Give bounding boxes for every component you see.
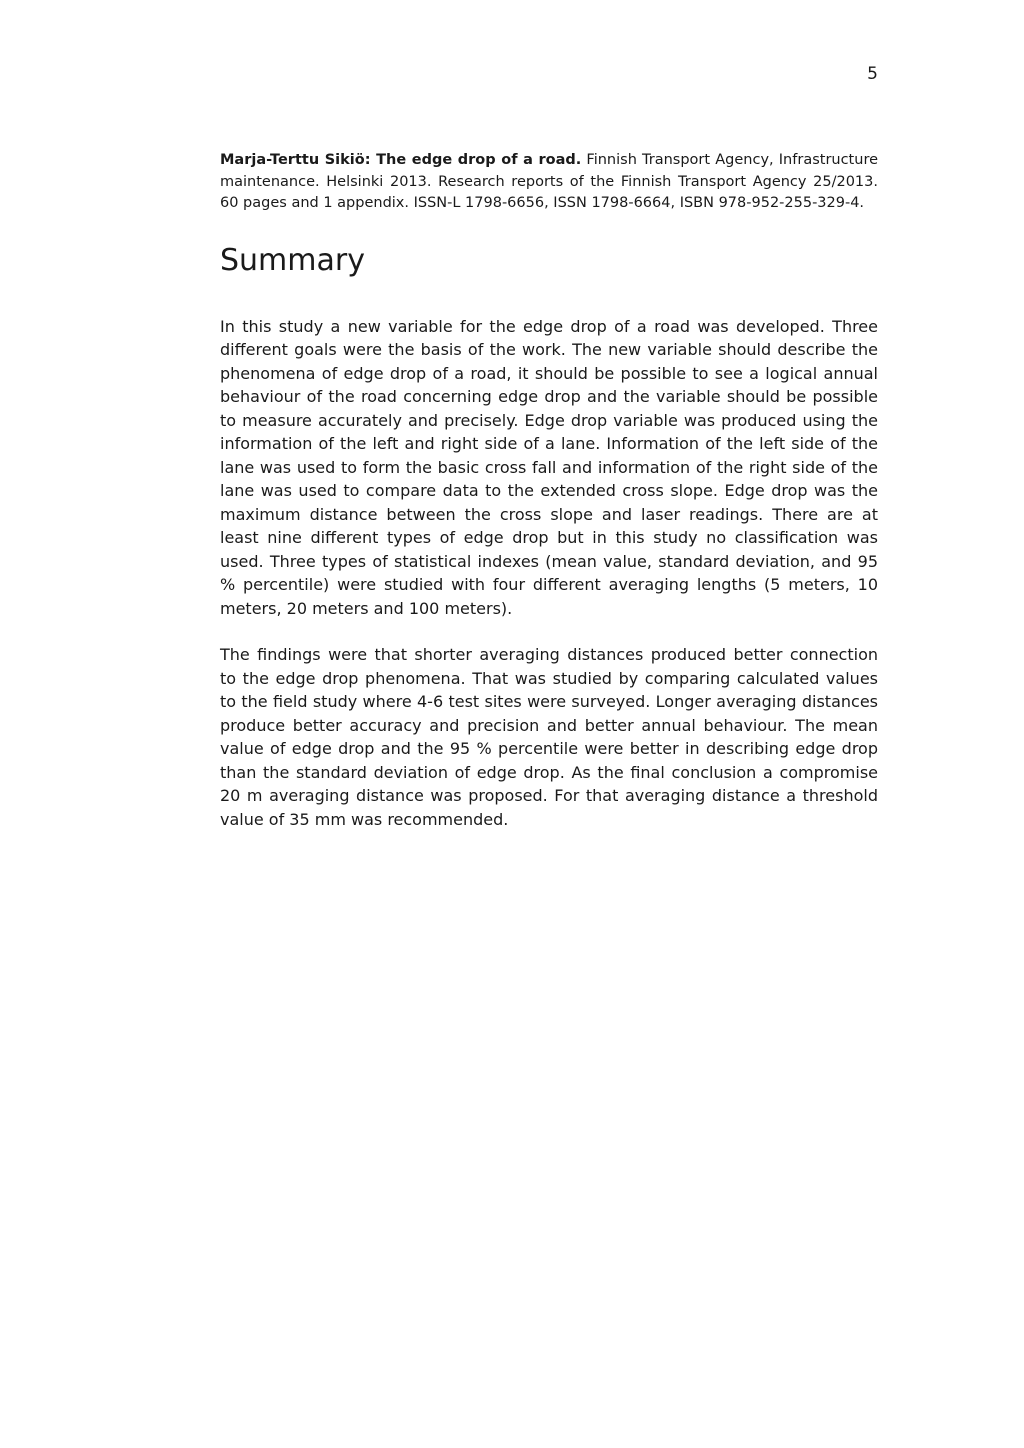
- summary-heading: Summary: [220, 242, 365, 278]
- summary-paragraph-1: In this study a new variable for the edge drop of a road was developed. Three different goals were the basis of the work. The new variable should describe the phenomena of edge drop of a road, it should be possible to see a logical annual behaviour of the road concerning edge drop and the variable should be possible to measure accurately and precisely. Edge drop variable was produced using the information of the left and right side of a lane. Information of the left side of the lane was used to form the basic cross fall and information of the right side of the lane was used to compare data to the extended cross slope. Edge drop was the maximum distance between the cross slope and laser readings. There are at least nine different types of edge drop but in this study no classification was used. Three types of statistical indexes (mean value, standard deviation, and 95 % percentile) were studied with four different averaging lengths (5 meters, 10 meters, 20 meters and 100 meters).: [220, 316, 878, 618]
- citation-details: Finnish Transport Agency, Infrastructure maintenance. Helsinki 2013. Research reports of the Finnish Transport Agency 25/2013. 60 pages and 1 appendix. ISSN-L 1798-6656, ISSN 1798-6664, ISBN 978-952-255-329-4.: [220, 152, 879, 211]
- page-content: [220, 150, 878, 831]
- page-number: 5: [867, 64, 878, 84]
- summary-paragraph-2: The findings were that shorter averaging distances produced better connection to the edge drop phenomena. That was studied by comparing calculated values to the field study where 4-6 test sites were surveyed. Longer averaging distances produce better accuracy and precision and better annual behaviour. The mean value of edge drop and the 95 % percentile were better in describing edge drop than the standard deviation of edge drop. As the final conclusion a compromise 20 m averaging distance was proposed. For that averaging distance a threshold value of 35 mm was recommended.: [220, 645, 878, 829]
- bibliographic-citation: [220, 150, 878, 215]
- citation-author-title: Marja-Terttu Sikiö: The edge drop of a road.: [220, 152, 582, 168]
